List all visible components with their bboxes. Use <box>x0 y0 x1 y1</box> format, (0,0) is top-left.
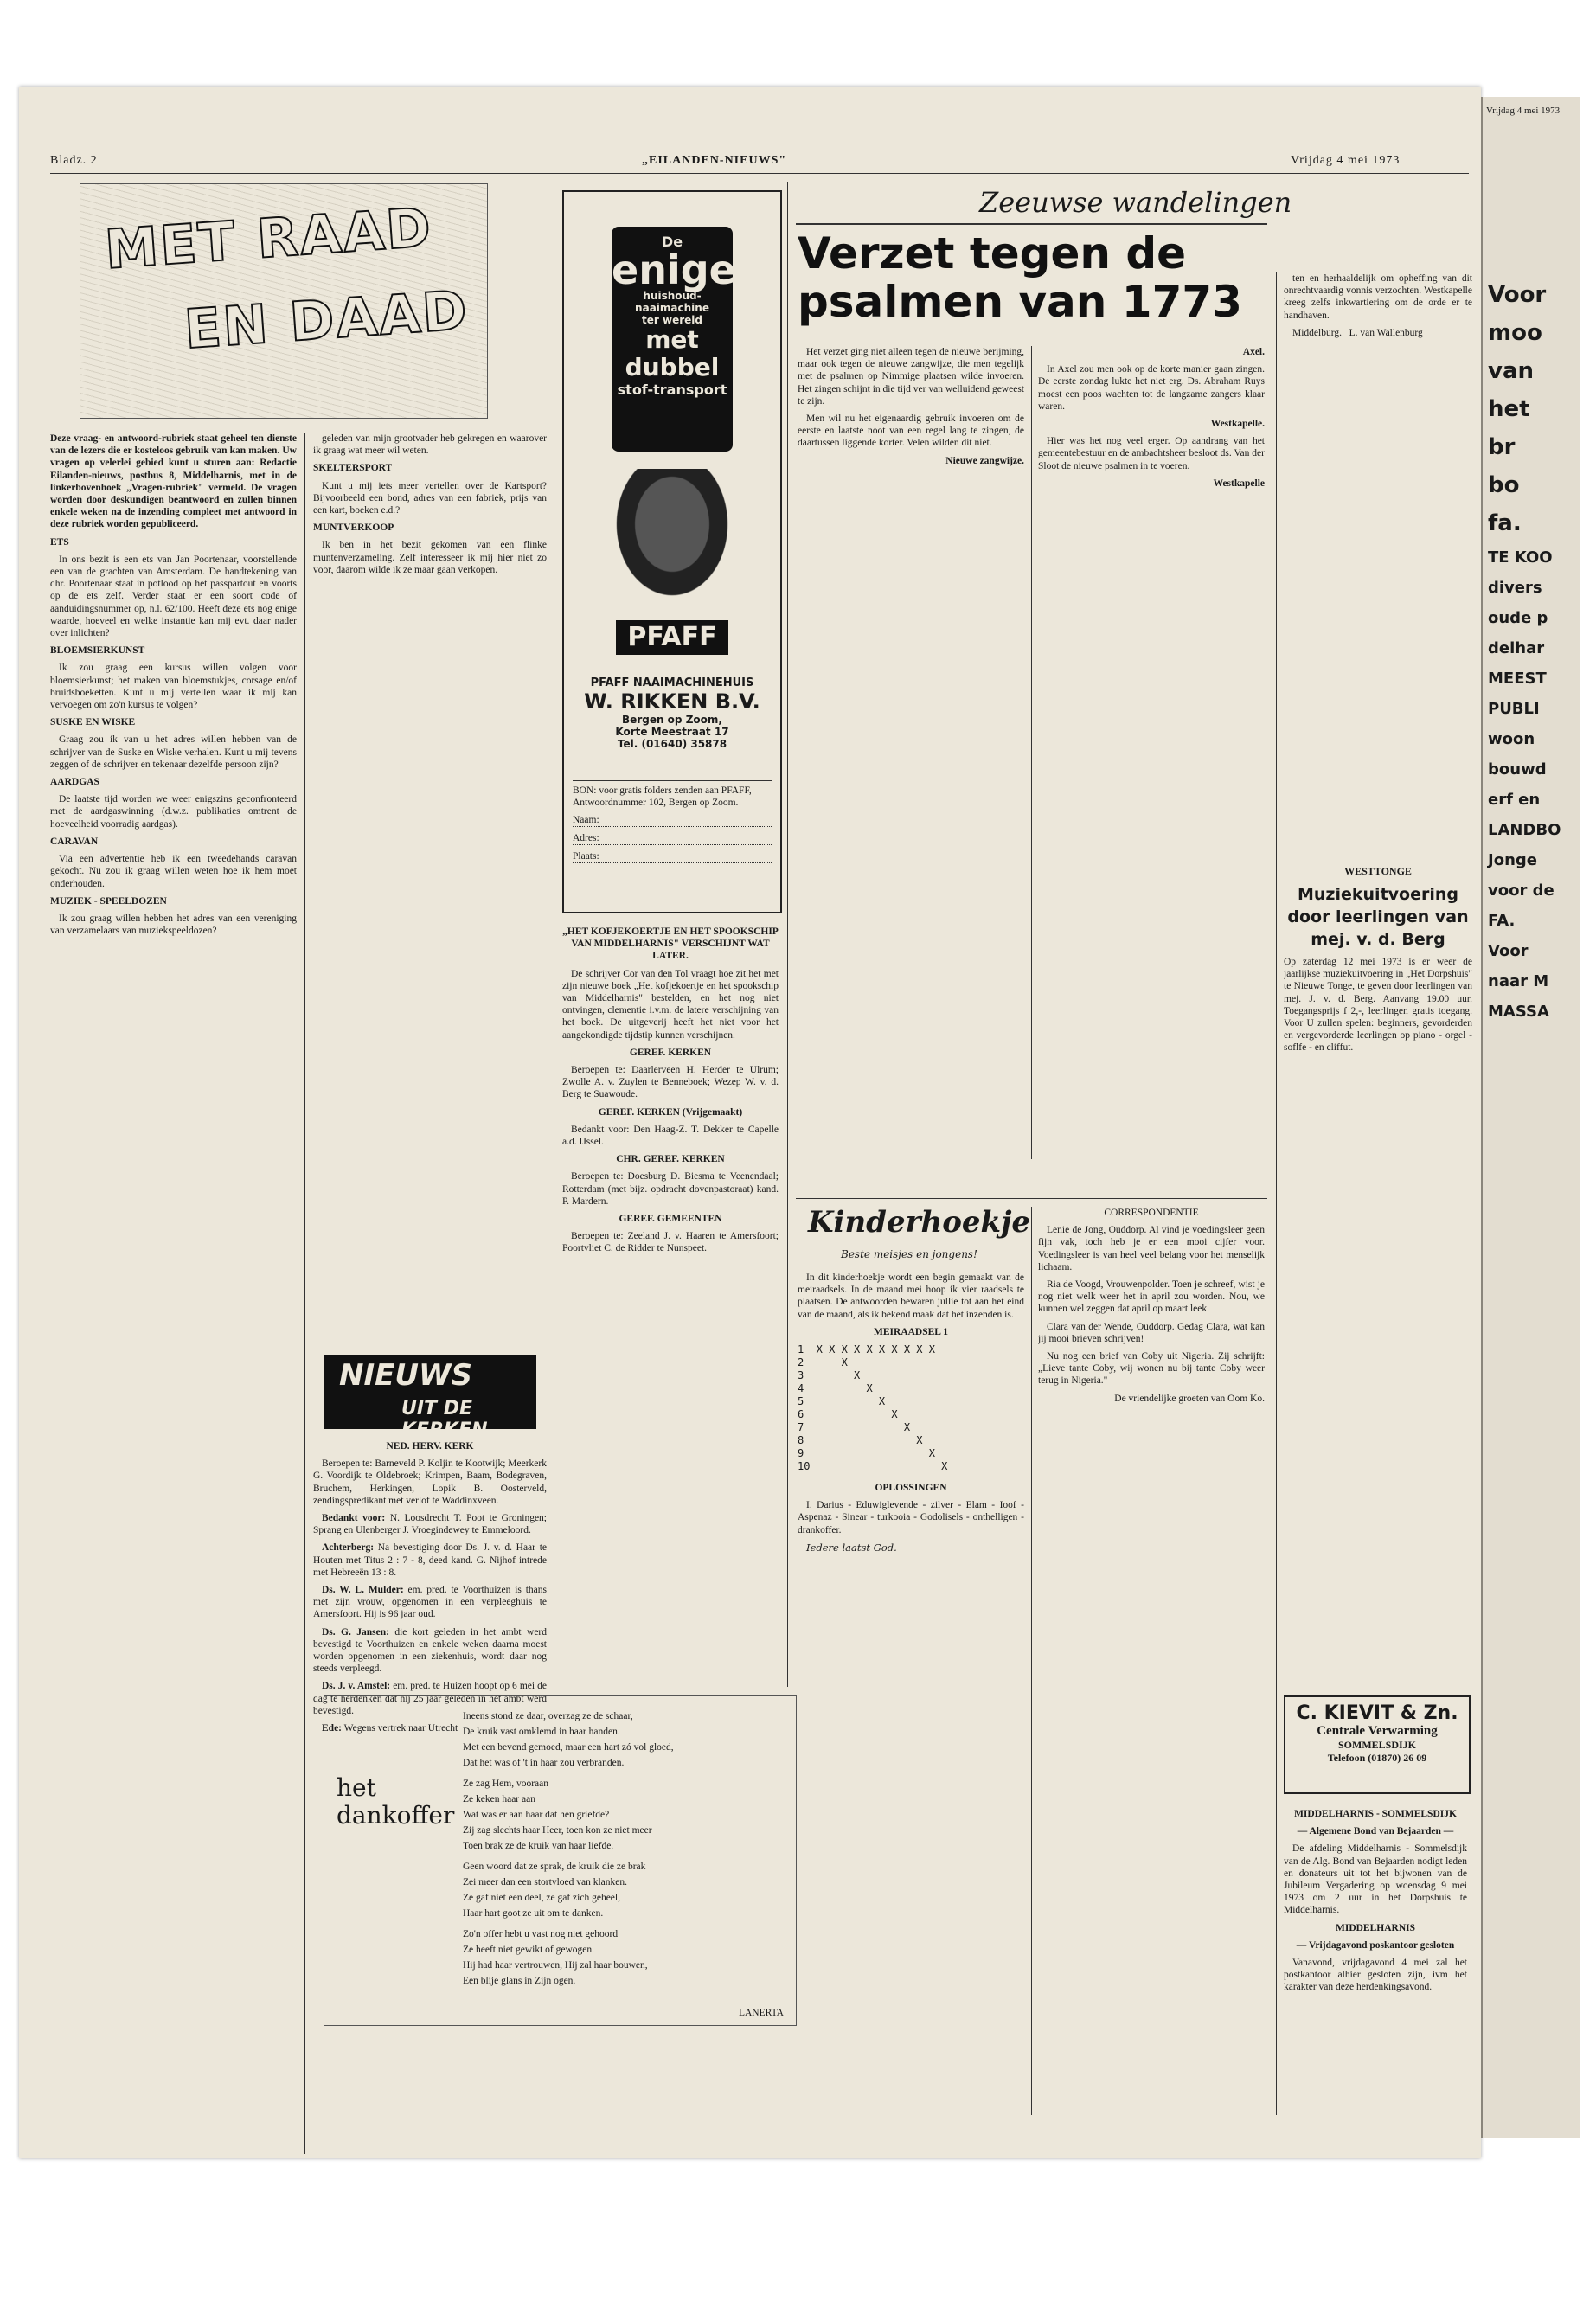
zeeuwse-col-2 <box>1038 346 1265 1159</box>
section-heading: SKELTERSPORT <box>313 463 393 474</box>
pfaff-advertisement <box>562 190 782 913</box>
column-divider <box>1031 346 1032 1159</box>
mh-subheading-2: — Vrijdagavond poskantoor gesloten <box>1296 1939 1455 1951</box>
zeeuwse-headline: Verzet tegen de psalmen van 1773 <box>798 228 1242 327</box>
section-text: geleden van mijn grootvader heb gekregen en waarover ik graag wat meer wil weten. <box>313 433 547 457</box>
adjacent-page-edge <box>1481 97 1580 2138</box>
adjacent-fragment: het <box>1488 396 1530 422</box>
kievit-name: C. KIEVIT & Zn. <box>1296 1702 1458 1724</box>
section-text: Ik ben in het bezit gekomen van een flinke muntenverzameling. Zelf interesseer ik mij hier niet zo voor, daarom wilde ik ze maar gaan verkopen. <box>313 540 547 575</box>
poem-line: Wat was er aan haar dat hen griefde? <box>463 1810 610 1820</box>
coupon-text: BON: voor gratis folders zenden aan PFAFF, Antwoordnummer 102, Bergen op Zoom. <box>573 785 752 808</box>
kinderhoekje-greeting: Beste meisjes en jongens! <box>841 1248 977 1260</box>
adjacent-fragment: bo <box>1488 472 1520 498</box>
adjacent-fragment: naar M <box>1488 972 1549 990</box>
zeeuwse-col-1 <box>798 346 1024 1159</box>
adjacent-fragment: bouwd <box>1488 760 1547 779</box>
adjacent-fragment: Voor <box>1488 942 1529 960</box>
nieuws-title: NIEUWS <box>339 1358 472 1393</box>
section-text: Kunt u mij iets meer vertellen over de Kartsport? Bijvoorbeeld een bond, adres van een fabriek, prijs van een kart, boeken e.d.? <box>313 480 547 516</box>
zeeuwse-col-3 <box>1284 272 1472 826</box>
adjacent-fragment: delhar <box>1488 639 1545 657</box>
dealer-tel: Tel. (01640) 35878 <box>617 738 727 750</box>
section-heading: CARAVAN <box>50 836 99 847</box>
poem-line: Ze keken haar aan <box>463 1794 535 1804</box>
kievit-service: Centrale Verwarming <box>1317 1724 1438 1738</box>
coupon-name-line: Naam: <box>573 814 772 827</box>
column-divider <box>1031 1207 1032 2115</box>
article-place: Middelburg. <box>1292 327 1342 338</box>
correspondentie-title: CORRESPONDENTIE <box>1104 1208 1199 1218</box>
adjacent-fragment: Jonge <box>1488 851 1537 869</box>
newspaper-page <box>19 87 1481 2158</box>
grid-row: 8 X <box>798 1434 923 1447</box>
article-text: Men wil nu het eigenaardig gebruik invoeren om de eerste en laatste noot van een regel lang te zingen, de daartussen liggende korter. Velen wilden dit niet. <box>798 413 1024 449</box>
poem-line: Zo'n offer hebt u vast nog niet gehoord <box>463 1929 619 1939</box>
poem-line: Ze heeft niet gewikt of gewogen. <box>463 1945 594 1955</box>
sewing-woman-photo <box>607 469 737 607</box>
poem-author: LANERTA <box>738 2008 784 2018</box>
kinderhoekje-title: Kinderhoekje <box>808 1205 1031 1240</box>
pfaff-top1: De <box>661 234 683 250</box>
adjacent-fragment: woon <box>1488 730 1535 748</box>
pfaff-coupon <box>573 780 772 863</box>
poem-line: Toen brak ze de kruik van haar liefde. <box>463 1841 614 1851</box>
item-text: em. pred. te Voorthuizen is thans met zijn vrouw, opgenomen in een verpleeghuis te Amersfoort. Hij is 96 jaar oud. <box>313 1585 547 1620</box>
grid-row: 3 X <box>798 1369 861 1382</box>
section-heading: MUNTVERKOOP <box>313 522 394 534</box>
middelharnis-col <box>1284 1808 1467 2115</box>
poem-line: Een blije glans in Zijn ogen. <box>463 1976 576 1986</box>
article-text: ten en herhaaldelijk om opheffing van dit onrechtvaardig vonnis verzochten. Westkapelle kreeg zelfs inkwartiering om de orde er te handhaven. <box>1284 273 1472 321</box>
coupon-address-line: Adres: <box>573 832 772 845</box>
adjacent-fragment: MEEST <box>1488 670 1547 688</box>
poem-line: Hij had haar vertrouwen, Hij zal haar bouwen, <box>463 1960 648 1971</box>
article-subhead: Axel. <box>1242 347 1265 357</box>
section-heading: BLOEMSIERKUNST <box>50 645 145 657</box>
grid-row: 4 X <box>798 1382 873 1395</box>
kinderhoekje-col <box>798 1272 1024 2115</box>
item-text: Wegens vertrek naar Utrecht <box>343 1723 458 1734</box>
item-label: Ds. J. v. Amstel: <box>322 1681 391 1692</box>
section-heading: GEREF. GEMEENTEN <box>619 1214 722 1225</box>
item-text: Na bevestiging door Ds. J. v. d. Haar te Houten met Titus 2 : 7 - 8, deed kand. G. Nijhof intrede met Hebreeën 13 : 8. <box>313 1542 547 1578</box>
masthead-line1: MET RAAD <box>102 195 435 282</box>
kinderhoekje-sign: Iedere laatst God. <box>806 1541 897 1554</box>
westtonge-text: Op zaterdag 12 mei 1973 is er weer de jaarlijkse muziekuitvoering in „Het Dorpshuis" te Nieuwe Tonge, te geven door leerlingen van mej. J. v. d. Berg. Aanvang 19.00 uur. Toegangsprijs f 2,-, leerlingen gratis toegang. Voor U zullen spelen: beginners, gevorderden en vergevorderde leerlingen op piano - orgel - soflfe - en cliffut. <box>1284 957 1472 1054</box>
section-text: Beroepen te: Zeeland J. v. Haaren te Amersfoort; Poortvliet C. de Ridder te Nunspeet. <box>562 1231 779 1254</box>
poem-line: Haar hart goot ze uit om te danken. <box>463 1908 604 1919</box>
adjacent-fragment: MASSA <box>1488 1003 1549 1021</box>
kievit-advertisement <box>1284 1695 1471 1794</box>
pfaff-line6: stof-transport <box>617 381 727 398</box>
pfaff-headline-block <box>612 227 736 452</box>
poem-line: Dat het was of 't in haar zou verbranden. <box>463 1758 625 1768</box>
paper-name: „EILANDEN-NIEUWS" <box>642 154 787 167</box>
adjacent-fragment: divers <box>1488 579 1542 597</box>
kievit-tel: Telefoon (01870) 26 09 <box>1327 1752 1427 1764</box>
mh-heading-2: MIDDELHARNIS <box>1335 1922 1415 1933</box>
grid-row: 9 X <box>798 1447 935 1460</box>
grid-row: 2 X <box>798 1356 848 1369</box>
item-label: Ds. W. L. Mulder: <box>322 1585 404 1596</box>
item-text: em. pred. te Huizen hoopt op 6 mei de dag te herdenken dat hij 25 jaar geleden in het ambt werd bevestigd. <box>313 1681 547 1716</box>
adjacent-fragment: LANDBO <box>1488 821 1561 839</box>
dealer-line1: PFAFF NAAIMACHINEHUIS <box>590 676 754 689</box>
section-text: Beroepen te: Doesburg D. Biesma te Veenendaal; Rotterdam (met bijz. opdracht dovenpastoraat) kand. P. Mardern. <box>562 1171 779 1207</box>
poem-line: Zei meer dan een stortvloed van klanken. <box>463 1877 627 1888</box>
column-kofjekoertje <box>562 926 779 1678</box>
westtonge-title: Muziekuitvoering door leerlingen van mej. v. d. Berg <box>1287 885 1469 949</box>
mh-subheading: — Algemene Bond van Bejaarden — <box>1297 1826 1454 1837</box>
masthead-line2: EN DAAD <box>182 278 471 362</box>
section-text: Beroepen te: Barneveld P. Koljin te Kootwijk; Meerkerk G. Voordijk te Oldebroek; Krimpen, Baam, Bodegraven, Bruchem, Herkingen, Lopik B. Oosterveld, zendingspredikant met verlof te Waddinxveen. <box>313 1458 547 1506</box>
mh-text: De afdeling Middelharnis - Sommelsdijk van de Alg. Bond van Bejaarden nodigt leden en donateurs uit tot het bijwonen van de Jubileum Vergadering op woensdag 9 mei 1973 om 2 uur in het Dorpshuis te Middelharnis. <box>1284 1843 1467 1916</box>
grid-row: 5 X <box>798 1395 886 1408</box>
section-heading: CHR. GEREF. KERKEN <box>616 1154 725 1165</box>
item-text: die kort geleden in het ambt werd bevestigd te Voorthuizen en enkele weken daarna moest worden opgenomen in een ziekenhuis, wordt daar nog steeds verpleegd. <box>313 1626 547 1675</box>
page-number: Bladz. 2 <box>50 154 98 167</box>
oplossingen-title: OPLOSSINGEN <box>875 1483 947 1494</box>
westtonge-label: WESTTONGE <box>1344 865 1412 877</box>
adjacent-fragment: FA. <box>1488 912 1516 930</box>
kofje-text: De schrijver Cor van den Tol vraagt hoe zit het met zijn nieuwe boek „Het kofjekoertje en het spookschip van Middelharnis" bestelden, en het nog niet ontvingen, clementie i.v.m. de latere verschijning van het boek. De uitgeverij heeft het niet voor het aangekondigde tijdstip kunnen verschijnen. <box>562 968 779 1041</box>
section-text: Bedankt voor: Den Haag-Z. T. Dekker te Capelle a.d. IJssel. <box>562 1124 779 1148</box>
adjacent-fragment: moo <box>1488 320 1542 346</box>
poem-line: Geen woord dat ze sprak, de kruik die ze brak <box>463 1862 646 1872</box>
adjacent-fragment: fa. <box>1488 510 1522 536</box>
section-text: Graag zou ik van u het adres willen hebben van de schrijver van de Suske en Wiske verhalen. Kunt u mij tevens zeggen of de schrijver en tekenaar dezelfde persoon zijn? <box>50 734 297 770</box>
adjacent-fragment: Voor <box>1488 282 1547 308</box>
raadsel-grid <box>798 1343 1024 1473</box>
grid-row: 6 X <box>798 1408 898 1421</box>
adjacent-fragment: br <box>1488 434 1516 460</box>
met-raad-en-daad-masthead <box>80 183 488 419</box>
item-label: Ds. G. Jansen: <box>322 1626 389 1638</box>
adjacent-fragment: oude p <box>1488 609 1548 627</box>
pfaff-line5: met dubbel <box>625 325 720 381</box>
mh-heading: MIDDELHARNIS - SOMMELSDIJK <box>1294 1809 1457 1819</box>
pfaff-line3: huishoud-naaimachine <box>635 290 709 314</box>
kofje-title: „HET KOFJEKOERTJE EN HET SPOOKSCHIP VAN MIDDELHARNIS" VERSCHIJNT WAT LATER. <box>562 926 779 962</box>
poem-line: Ineens stond ze daar, overzag ze de schaar, <box>463 1711 633 1721</box>
dealer-addr1: Bergen op Zoom, <box>622 714 722 726</box>
section-text: De laatste tijd worden we weer enigszins geconfronteerd met de aardgaswinning (d.w.z. publikaties omtrent de hoeveelheid voorradig aardgas). <box>50 794 297 830</box>
article-subhead: Westkapelle <box>1213 478 1265 489</box>
zeeuwse-kicker: Zeeuwse wandelingen <box>979 186 1292 219</box>
corr-text: Clara van der Wende, Ouddorp. Gedag Clara, wat kan jij mooi brieven schrijven! <box>1038 1321 1265 1344</box>
pfaff-top2: enige <box>612 247 736 293</box>
article-text: In Axel zou men ook op de korte manier gaan zingen. De eerste zondag lukte het niet erg. Ds. Abraham Ruys moest een poos wachten tot de langzame zangers klaar waren. <box>1038 364 1265 412</box>
column-vraagrubriek-2 <box>313 433 547 1332</box>
item-label: Bedankt voor: <box>322 1513 386 1524</box>
rubriek-intro: Deze vraag- en antwoord-rubriek staat geheel ten dienste van de lezers die er kosteloos gebruik van kan maken. Uw vragen op velerlei gebied kunt u sturen aan: Redactie Eilanden-nieuws, postbus 8, Middelharnis, met in de linkerbovenhoek „Vragen-rubriek" vermeld. De vragen worden door deskundigen beantwoord en zullen binnen enkele weken na de inzending compleet met antwoord in deze rubriek worden gepubliceerd. <box>50 433 297 530</box>
correspondentie-col <box>1038 1207 1265 2115</box>
adjacent-fragment: PUBLI <box>1488 700 1540 718</box>
section-text: Ik zou graag willen hebben het adres van een vereniging van verzamelaars van muziekspeeldozen? <box>50 913 297 937</box>
adjacent-fragment: voor de <box>1488 881 1554 900</box>
section-rule <box>796 1198 1267 1199</box>
column-divider <box>1276 272 1277 2115</box>
kievit-city: SOMMELSDIJK <box>1337 1739 1416 1751</box>
article-subhead: Westkapelle. <box>1210 419 1265 430</box>
poem-title: het dankoffer <box>337 1773 455 1830</box>
grid-row: 10 X <box>798 1460 948 1473</box>
adjacent-fragment: TE KOO <box>1488 548 1553 567</box>
adjacent-fragment: van <box>1488 358 1535 384</box>
item-text: N. Loosdrecht T. Poot te Groningen; Sprang en Ulenberger J. Vroegindewey te Emmeloord. <box>313 1513 547 1536</box>
section-heading: GEREF. KERKEN <box>629 1047 712 1058</box>
mh-text-2: Vanavond, vrijdagavond 4 mei zal het postkantoor alhier gesloten zijn, ivm het karakter van deze herdenkingsavond. <box>1284 1958 1467 1993</box>
pfaff-line4: ter wereld <box>642 314 702 326</box>
corr-text: Ria de Voogd, Vrouwenpolder. Toen je schreef, wist je nog niet welk weer het in april zou worden. Nou, we kunnen wel zeggen dat april op maart leek. <box>1038 1279 1265 1315</box>
header-rule <box>50 173 1469 174</box>
section-heading: SUSKE EN WISKE <box>50 717 136 728</box>
pfaff-logo: PFAFF <box>616 620 728 655</box>
article-text: Het verzet ging niet alleen tegen de nieuwe berijming, maar ook tegen de nieuwe zangwijze, die men tegelijk met de psalmen op Nimmige plaatsen wilde invoeren. Het zingen schijnt in die tijd ver van welluidend geweest te zijn. <box>798 347 1024 407</box>
section-text: In ons bezit is een ets van Jan Poortenaar, voorstellende een van de grachten van Amsterdam. De handtekening van dhr. Poortenaar staat in potlood op het passpartout en voorts op de ets zelf. Verder staat er een soort code of aanduidingsnummer op, n.l. 62/100. Heeft deze ets nog enige waarde, hoeveel en welke instantie kan mij evt. daar nader over inlichten? <box>50 554 297 639</box>
section-text: Beroepen te: Daarlerveen H. Herder te Ulrum; Zwolle A. v. Zuylen te Benneboek; Wezep W. v. d. Berg te Suawoude. <box>562 1065 779 1100</box>
nieuws-kerken-banner <box>324 1355 536 1441</box>
corr-text: Nu nog een brief van Coby uit Nigeria. Zij schrijft: „Lieve tante Coby, wij wonen nu bij tante Coby weer terug in Nigeria." <box>1038 1351 1265 1387</box>
section-heading: NED. HERV. KERK <box>386 1441 474 1452</box>
section-heading: GEREF. KERKEN (Vrijgemaakt) <box>598 1106 743 1118</box>
nieuws-subtitle: UIT DE KERKEN <box>401 1398 488 1441</box>
kicker-rule <box>796 223 1267 225</box>
adjacent-fragments <box>1488 270 1580 1033</box>
item-label: Achterberg: <box>322 1542 375 1554</box>
grid-row: 7 X <box>798 1421 911 1434</box>
westtonge-article <box>1284 865 1472 1163</box>
grid-row: 1 X X X X X X X X X X <box>798 1343 935 1356</box>
section-text: Ik zou graag een kursus willen volgen voor bloemsierkunst; het maken van bloemstukjes, corsage en/of bruidsboeketten. Kunt u mij vertellen waar ik mij kan vervoegen om zo'n kursus te volgen? <box>50 663 297 711</box>
poem-line: Ze zag Hem, vooraan <box>463 1779 548 1789</box>
column-divider <box>787 182 788 1687</box>
adjacent-date: Vrijdag 4 mei 1973 <box>1486 106 1561 116</box>
poem-line: De kruik vast omklemd in haar handen. <box>463 1727 620 1737</box>
dankoffer-poem-box <box>324 1695 797 2026</box>
issue-date: Vrijdag 4 mei 1973 <box>1291 154 1401 167</box>
section-text: Via een advertentie heb ik een tweedehands caravan gekocht. Nu zou ik graag willen weten hoe ik hem moet onderhouden. <box>50 854 297 889</box>
dealer-addr2: Korte Meestraat 17 <box>615 726 729 738</box>
coupon-city-line: Plaats: <box>573 850 772 863</box>
column-divider <box>304 433 305 2154</box>
article-author: L. van Wallenburg <box>1349 327 1423 338</box>
dealer-line2: W. RIKKEN B.V. <box>584 689 760 714</box>
corr-text: Lenie de Jong, Ouddorp. Al vind je voedingsleer geen fijn vak, toch heb je er een mooi cijfer voor. Voedingsleer is van heel veel belang voor het menselijk lichaam. <box>1038 1225 1265 1272</box>
item-label: Ede: <box>322 1723 342 1734</box>
poem-line: Zij zag slechts haar Heer, toen kon ze niet meer <box>463 1825 652 1836</box>
section-heading: ETS <box>50 536 69 548</box>
poem-lines <box>463 1708 783 1989</box>
kinderhoekje-text: In dit kinderhoekje wordt een begin gemaakt van de meiraadsels. In de maand mei hoop ik vier raadsels te plaatsen. De antwoorden bewaren jullie tot aan het eind van de maand, als ik bekend maak dat het inzenden is. <box>798 1272 1024 1320</box>
section-heading: AARDGAS <box>50 777 99 788</box>
poem-line: Ze gaf niet een deel, ze gaf zich geheel, <box>463 1893 620 1903</box>
article-subhead: Nieuwe zangwijze. <box>945 455 1024 466</box>
oplossingen-text: I. Darius - Eduwiglevende - zilver - Elam - Ioof - Aspenaz - Sinear - turkooia - Godolisels - onthelligen - drankoffer. <box>798 1500 1024 1535</box>
corr-sign: De vriendelijke groeten van Oom Ko. <box>1114 1393 1265 1404</box>
raadsel-title: MEIRAADSEL 1 <box>874 1326 948 1337</box>
article-text: Hier was het nog veel erger. Op aandrang van het gemeentebestuur en de ambachtsheer besloot ds. Van der Sloot de nieuwe psalmen in te voeren. <box>1038 436 1265 471</box>
poem-line: Met een bevend gemoed, maar een hart zó vol gloed, <box>463 1742 674 1753</box>
column-vraagrubriek <box>50 433 297 2154</box>
pfaff-dealer <box>573 676 772 750</box>
section-heading: MUZIEK - SPEELDOZEN <box>50 895 167 907</box>
adjacent-fragment: erf en <box>1488 791 1541 809</box>
